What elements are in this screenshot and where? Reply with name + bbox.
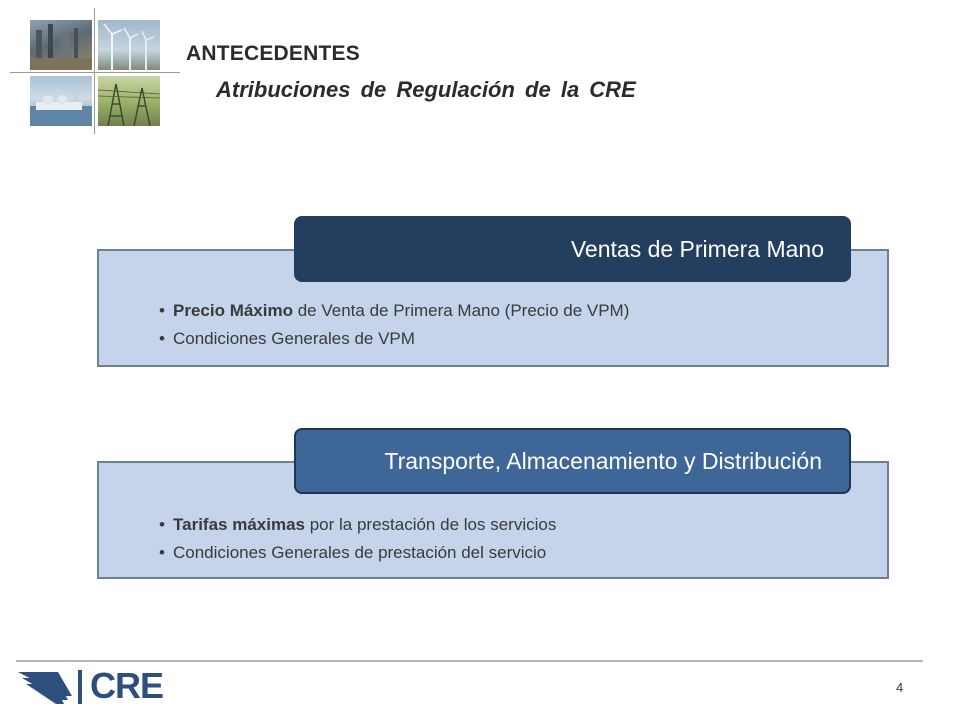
section-tab-ventas: Ventas de Primera Mano (294, 216, 851, 282)
power-lines-photo (98, 76, 160, 126)
cre-logo-mark-icon (18, 666, 88, 706)
lng-tanker-photo (30, 76, 92, 126)
bullet-bold-text: Precio Máximo (173, 301, 293, 320)
header-photo-collage (10, 8, 180, 134)
section-tab-transporte: Transporte, Almacenamiento y Distribución (294, 428, 851, 494)
bullet-bold-text: Tarifas máximas (173, 515, 305, 534)
page-number: 4 (896, 680, 904, 695)
refinery-photo (30, 20, 92, 70)
bullet-icon: • (159, 329, 165, 348)
bullet-list (159, 297, 629, 353)
collage-divider-vertical (94, 8, 95, 134)
slide-subtitle: Atribuciones de Regulación de la CRE (216, 77, 636, 102)
footer-divider (16, 660, 923, 662)
bullet-text: de Venta de Primera Mano (Precio de VPM) (293, 301, 630, 320)
bullet-text: Condiciones Generales de prestación del servicio (173, 543, 547, 562)
collage-divider-horizontal (10, 72, 180, 73)
bullet-list (159, 511, 556, 567)
slide-title: ANTECEDENTES (186, 42, 360, 65)
bullet-icon: • (159, 543, 165, 562)
list-item (159, 297, 629, 325)
cre-logo-text: CRE (90, 665, 164, 706)
cre-logo (18, 666, 168, 706)
list-item (159, 325, 629, 353)
list-item (159, 539, 556, 567)
wind-turbines-photo (98, 20, 160, 70)
bullet-icon: • (159, 515, 165, 534)
bullet-text: por la prestación de los servicios (304, 515, 557, 534)
list-item (159, 511, 556, 539)
bullet-icon: • (159, 301, 165, 320)
bullet-text: Condiciones Generales de VPM (173, 329, 415, 348)
